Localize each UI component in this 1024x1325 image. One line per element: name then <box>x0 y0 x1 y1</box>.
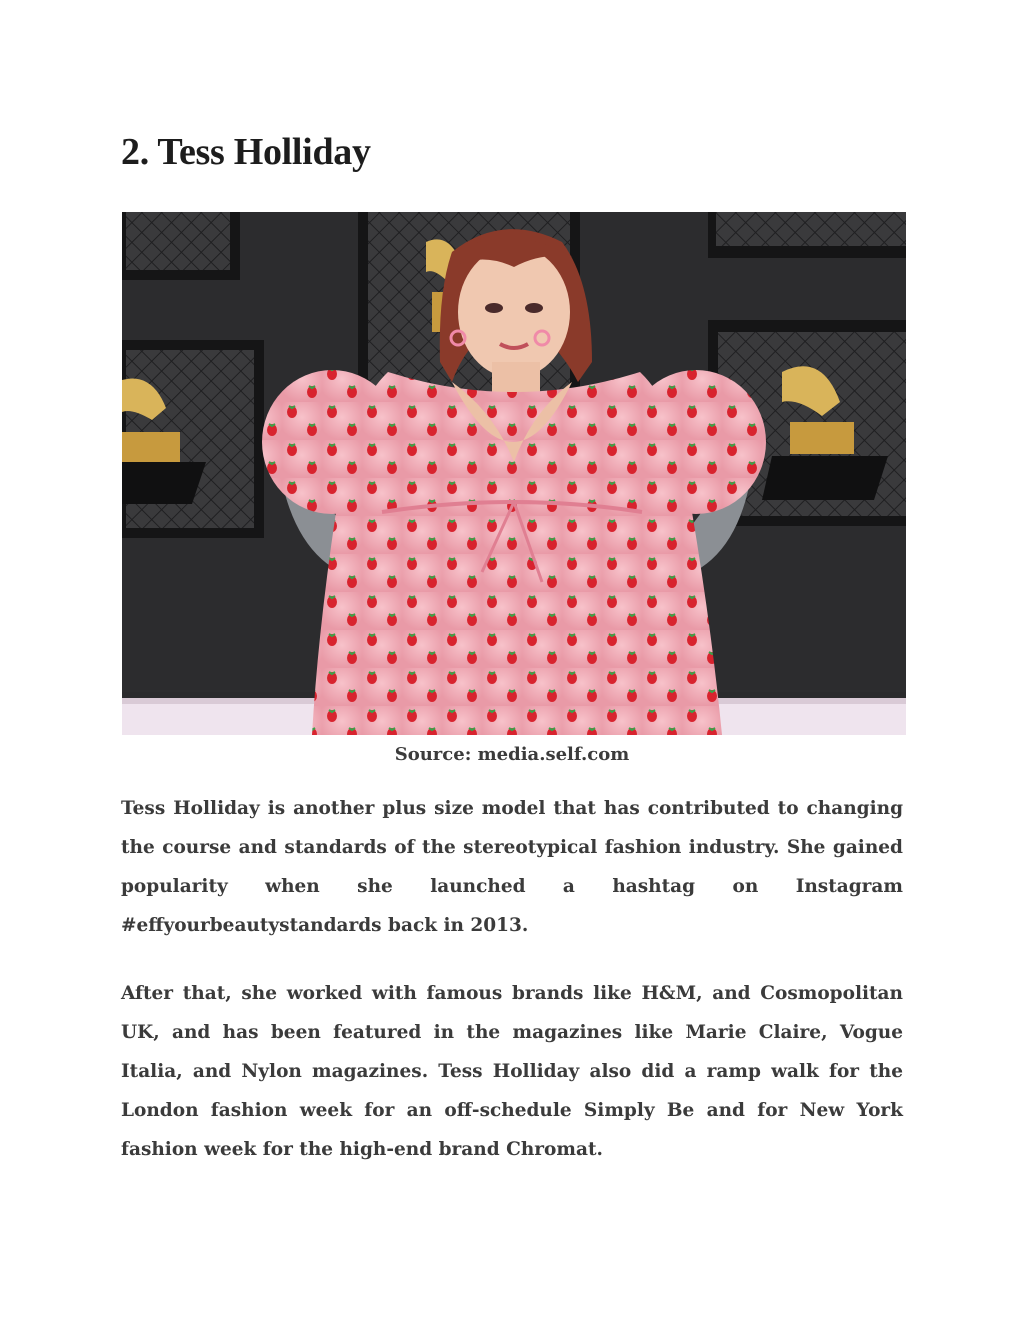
page-title: 2. Tess Holliday <box>121 131 371 173</box>
body-paragraph: Tess Holliday is another plus size model that has contributed to changing the course and standards of the stereotypical fashion industry. She gained popularity when she launched a hashtag on Instagram #effyourbeautystandards back in 2013. <box>121 798 903 936</box>
article-photo <box>122 212 906 735</box>
image-caption: Source: media.self.com <box>394 744 630 765</box>
body-paragraph: After that, she worked with famous brands like H&M, and Cosmopolitan UK, and has been featured in the magazines like Marie Claire, Vogue Italia, and Nylon magazines. Tess Holliday also did a ramp walk for the London fashion week for an off-schedule Simply Be and for New York fashion week for the high-end brand Chromat. <box>121 983 903 1160</box>
